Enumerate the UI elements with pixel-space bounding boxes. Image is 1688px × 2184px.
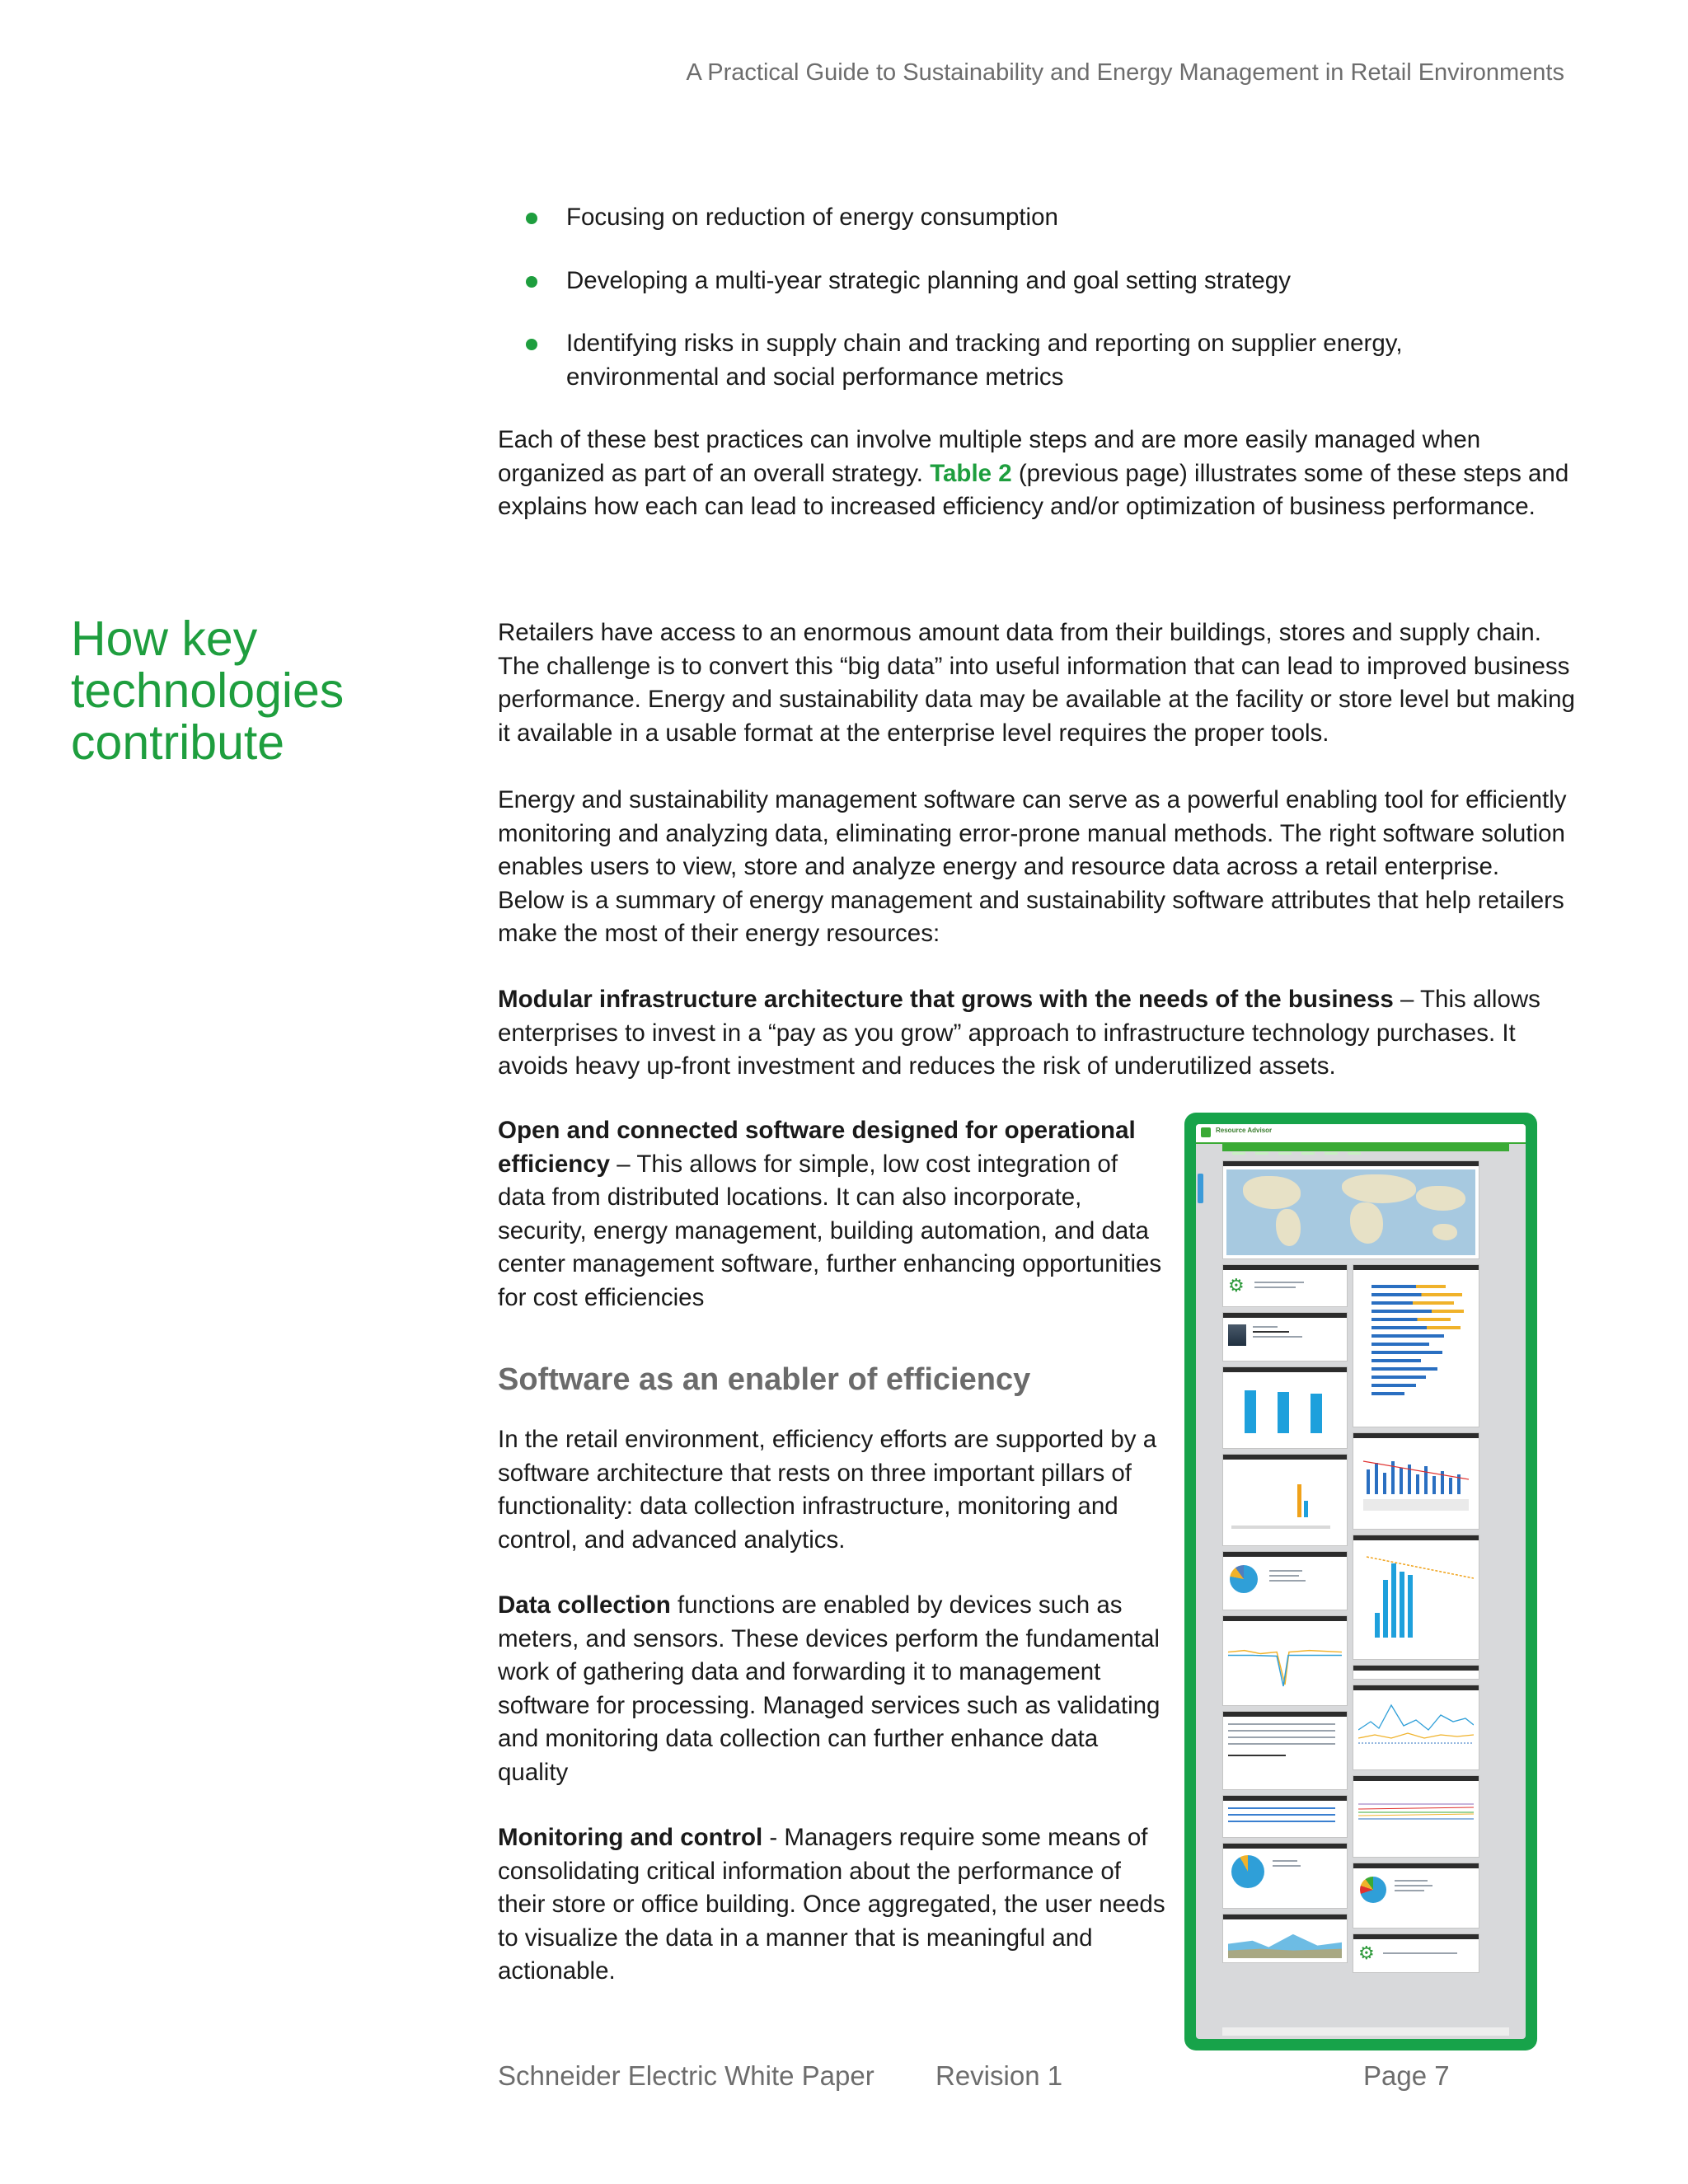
bar-chart-panel — [1222, 1366, 1348, 1449]
table-panel — [1222, 1711, 1348, 1790]
bullet-list — [498, 201, 1569, 424]
intro-text-rest: (previous page) illustrates some of these steps and explains how each can lead to increased efficiency and/or optimization of business performance. — [498, 459, 1569, 520]
pie-panel-3 — [1353, 1863, 1479, 1929]
modular-text: – This allows enterprises to invest in a “pay as you grow” approach to infrastructure technology purchases. It avoids heavy up-front investment and reduces the risk of underutilized assets. — [498, 986, 1540, 1080]
app-footer — [1222, 2027, 1509, 2036]
profile-panel — [1222, 1312, 1348, 1361]
app-nav — [1222, 1144, 1509, 1151]
dashboard-screenshot — [1196, 1124, 1526, 2039]
footer-page-number: Page 7 — [1363, 2060, 1450, 2091]
combo-chart — [1358, 1445, 1474, 1519]
monitoring-paragraph — [498, 1821, 1170, 1989]
table-2-link[interactable]: Table 2 — [930, 459, 1012, 487]
pie-panel-2 — [1222, 1843, 1348, 1909]
map-panel — [1222, 1160, 1479, 1259]
data-collection-paragraph — [498, 1589, 1170, 1789]
monitoring-text: - Managers require some means of consolidating critical information about the performance of their store or office building. Once aggregated, the user needs to visualize the data in a manner that is meaningful and actionable. — [498, 1824, 1165, 1985]
world-map — [1226, 1169, 1475, 1255]
cost-chart-panel — [1353, 1775, 1479, 1858]
side-tab — [1198, 1174, 1203, 1203]
info-panel — [1353, 1665, 1479, 1680]
area-chart — [1228, 1926, 1342, 1958]
data-collection-heading: Data collection — [498, 1591, 671, 1619]
app-header — [1196, 1124, 1526, 1144]
monitoring-heading: Monitoring and control — [498, 1824, 763, 1851]
modular-paragraph — [498, 983, 1569, 1084]
gear-icon: ⚙ — [1358, 1943, 1375, 1963]
open-software-heading: Open and connected software designed for operational efficiency — [498, 1117, 1136, 1178]
pillars-paragraph: In the retail environment, efficiency efforts are supported by a software architecture that rests on three important pillars of functionality: data collection infrastructure, monitoring and control, and advanced analytics. — [498, 1426, 1157, 1554]
open-software-text: – This allows for simple, low cost integration of data from distributed locations. It can also incorporate, security, energy management, building automation, and data center management software, further enhancing opportunities for cost efficiencies — [498, 1150, 1162, 1311]
software-screenshot-figure — [1184, 1113, 1537, 2050]
multi-line-chart — [1358, 1697, 1474, 1755]
open-software-paragraph — [498, 1114, 1170, 1315]
running-header: A Practical Guide to Sustainability and Energy Management in Retail Environments — [686, 59, 1564, 86]
combo-chart-panel — [1353, 1432, 1479, 1530]
footer-publisher: Schneider Electric White Paper — [498, 2060, 874, 2091]
settings-panel — [1222, 1264, 1348, 1307]
forecast-chart-panel — [1353, 1535, 1479, 1660]
stacked-chart-panel — [1222, 1454, 1348, 1546]
subsection-heading: Software as an enabler of efficiency — [498, 1362, 1031, 1397]
area-chart-panel — [1222, 1914, 1348, 1963]
app-logo-icon — [1201, 1127, 1211, 1137]
report-list-panel — [1222, 1795, 1348, 1838]
bullet-item: Developing a multi-year strategic planning and goal setting strategy — [498, 265, 1569, 298]
modular-heading: Modular infrastructure architecture that grows with the needs of the business — [498, 986, 1394, 1013]
avatar — [1228, 1324, 1246, 1346]
software-paragraph: Energy and sustainability management software can serve as a powerful enabling tool for efficiently monitoring and analyzing data, eliminating error-prone manual methods. The right software solution enables users to view, store and analyze energy and resource data across a retail enterprise. Below is a summary of energy management and sustainability software attributes that help retailers make the most of their energy resources: — [498, 786, 1567, 947]
app-title: Resource Advisor — [1216, 1127, 1273, 1134]
gear-icon: ⚙ — [1228, 1275, 1245, 1296]
multi-line-panel — [1353, 1685, 1479, 1770]
big-data-paragraph: Retailers have access to an enormous amount data from their buildings, stores and supply chain. The challenge is to convert this “big data” into useful information that can lead to improved business performance. Energy and sustainability data may be available at the facility or store level but making it available in a usable format at the enterprise level requires the proper tools. — [498, 619, 1575, 747]
forecast-chart — [1358, 1547, 1474, 1646]
horizontal-bar-panel — [1353, 1264, 1479, 1427]
cost-chart — [1358, 1788, 1474, 1845]
intro-paragraph — [498, 424, 1569, 524]
section-heading: How key technologies contribute — [71, 612, 345, 770]
settings-panel-2 — [1353, 1933, 1479, 1973]
pie-panel — [1222, 1551, 1348, 1610]
data-collection-text: functions are enabled by devices such as meters, and sensors. These devices perform the fundamental work of gathering data and forwarding it to management software for processing. Managed services such as validating and monitoring data collection can further enhance data quality — [498, 1591, 1160, 1786]
intro-text: Each of these best practices can involve multiple steps and are more easily managed when organized as part of an overall strategy. — [498, 426, 1481, 487]
footer-revision: Revision 1 — [935, 2060, 1063, 2091]
line-chart-panel — [1222, 1615, 1348, 1706]
bullet-item: Focusing on reduction of energy consumption — [498, 201, 1569, 235]
trend-line-chart — [1228, 1628, 1342, 1693]
bullet-item: Identifying risks in supply chain and tracking and reporting on supplier energy, environmental and social performance metrics — [498, 327, 1539, 394]
